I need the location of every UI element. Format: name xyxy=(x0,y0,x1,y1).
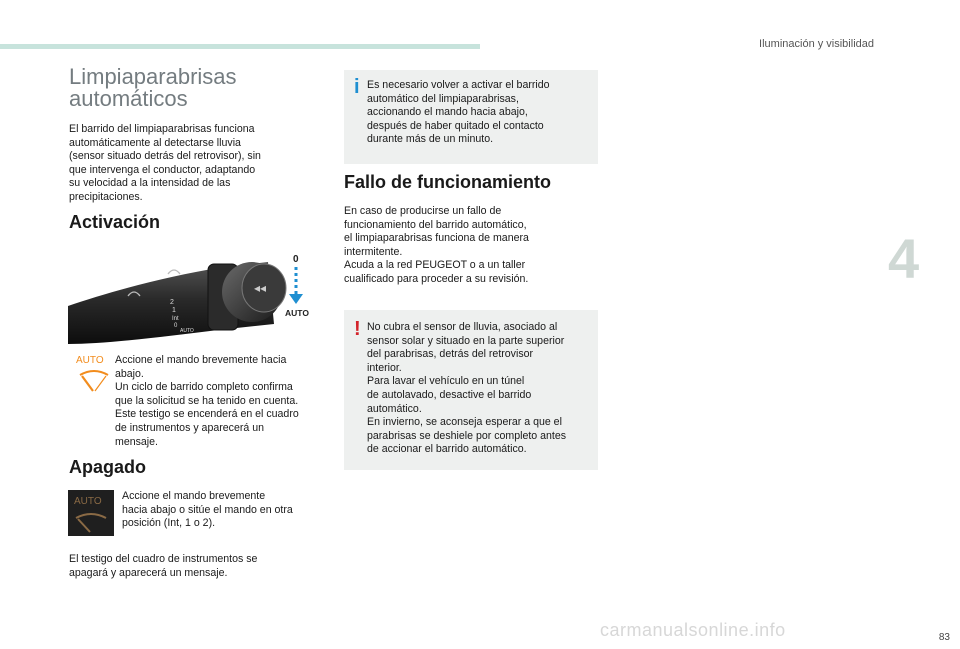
info-icon: i xyxy=(354,76,360,98)
warning-box xyxy=(344,310,598,470)
activation-text: Accione el mando brevemente hacia abajo. Un ciclo de barrido completo confirma que la solicitud se ha tenido en cuenta. Este testigo se encenderá en el cuadro de instrumentos y aparecerá un mensaje. xyxy=(115,354,299,448)
top-accent-bar xyxy=(0,44,480,49)
warning-icon: ! xyxy=(354,318,361,340)
fault-heading: Fallo de funcionamiento xyxy=(344,172,552,192)
watermark: carmanualsonline.info xyxy=(600,620,786,640)
activation-heading: Activación xyxy=(69,212,161,232)
intro-paragraph: El barrido del limpiaparabrisas funciona automáticamente al detectarse lluvia (sensor situado detrás del retrovisor), sin que intervenga el conductor, adaptando su velocidad a la intensidad de las precipitaciones. xyxy=(69,123,261,203)
svg-text:0: 0 xyxy=(174,323,178,329)
off-text: Accione el mando brevemente hacia abajo o sitúe el mando en otra posición (Int, 1 o 2). xyxy=(122,490,293,530)
svg-text:1: 1 xyxy=(172,307,176,314)
svg-text:AUTO: AUTO xyxy=(180,328,194,334)
page-title: Limpiaparabrisas automáticos xyxy=(69,64,237,111)
svg-text:Int: Int xyxy=(172,316,179,322)
svg-text:AUTO: AUTO xyxy=(74,496,102,507)
off-heading: Apagado xyxy=(69,457,147,477)
warning-text: No cubra el sensor de lluvia, asociado al sensor solar y situado en la parte superior del parabrisas, detrás del retrovisor interior. Para lavar el vehículo en un túnel de autolavado, desactive el barrido automático. En invierno, se aconseja esperar a que el parabrisas se deshiele por completo antes de accionar el barrido automático. xyxy=(367,321,567,456)
svg-text:AUTO: AUTO xyxy=(285,308,309,318)
section-header: Iluminación y visibilidad xyxy=(759,38,874,50)
svg-text:0: 0 xyxy=(293,254,299,265)
fault-text: En caso de producirse un fallo de funcionamiento del barrido automático, el limpiaparabrisas funciona de manera intermitente. Acuda a la red PEUGEOT o a un taller cualificado para proceder a su revisión. xyxy=(344,205,529,285)
chapter-number: 4 xyxy=(888,227,920,290)
off-footer-text: El testigo del cuadro de instrumentos se apagará y aparecerá un mensaje. xyxy=(69,553,258,579)
svg-text:◂◂: ◂◂ xyxy=(254,281,267,295)
svg-text:AUTO: AUTO xyxy=(76,355,104,366)
auto-position-diagram xyxy=(284,252,314,320)
auto-wiper-icon xyxy=(76,353,112,395)
info-text: Es necesario volver a activar el barrido automático del limpiaparabrisas, accionando el mando hacia abajo, después de haber quitado el contacto durante más de un minuto. xyxy=(367,79,550,146)
info-box xyxy=(344,70,598,164)
page-number: 83 xyxy=(938,632,950,643)
wiper-stalk-illustration xyxy=(68,244,318,346)
svg-text:2: 2 xyxy=(170,299,174,306)
auto-wiper-off-icon xyxy=(68,490,114,536)
